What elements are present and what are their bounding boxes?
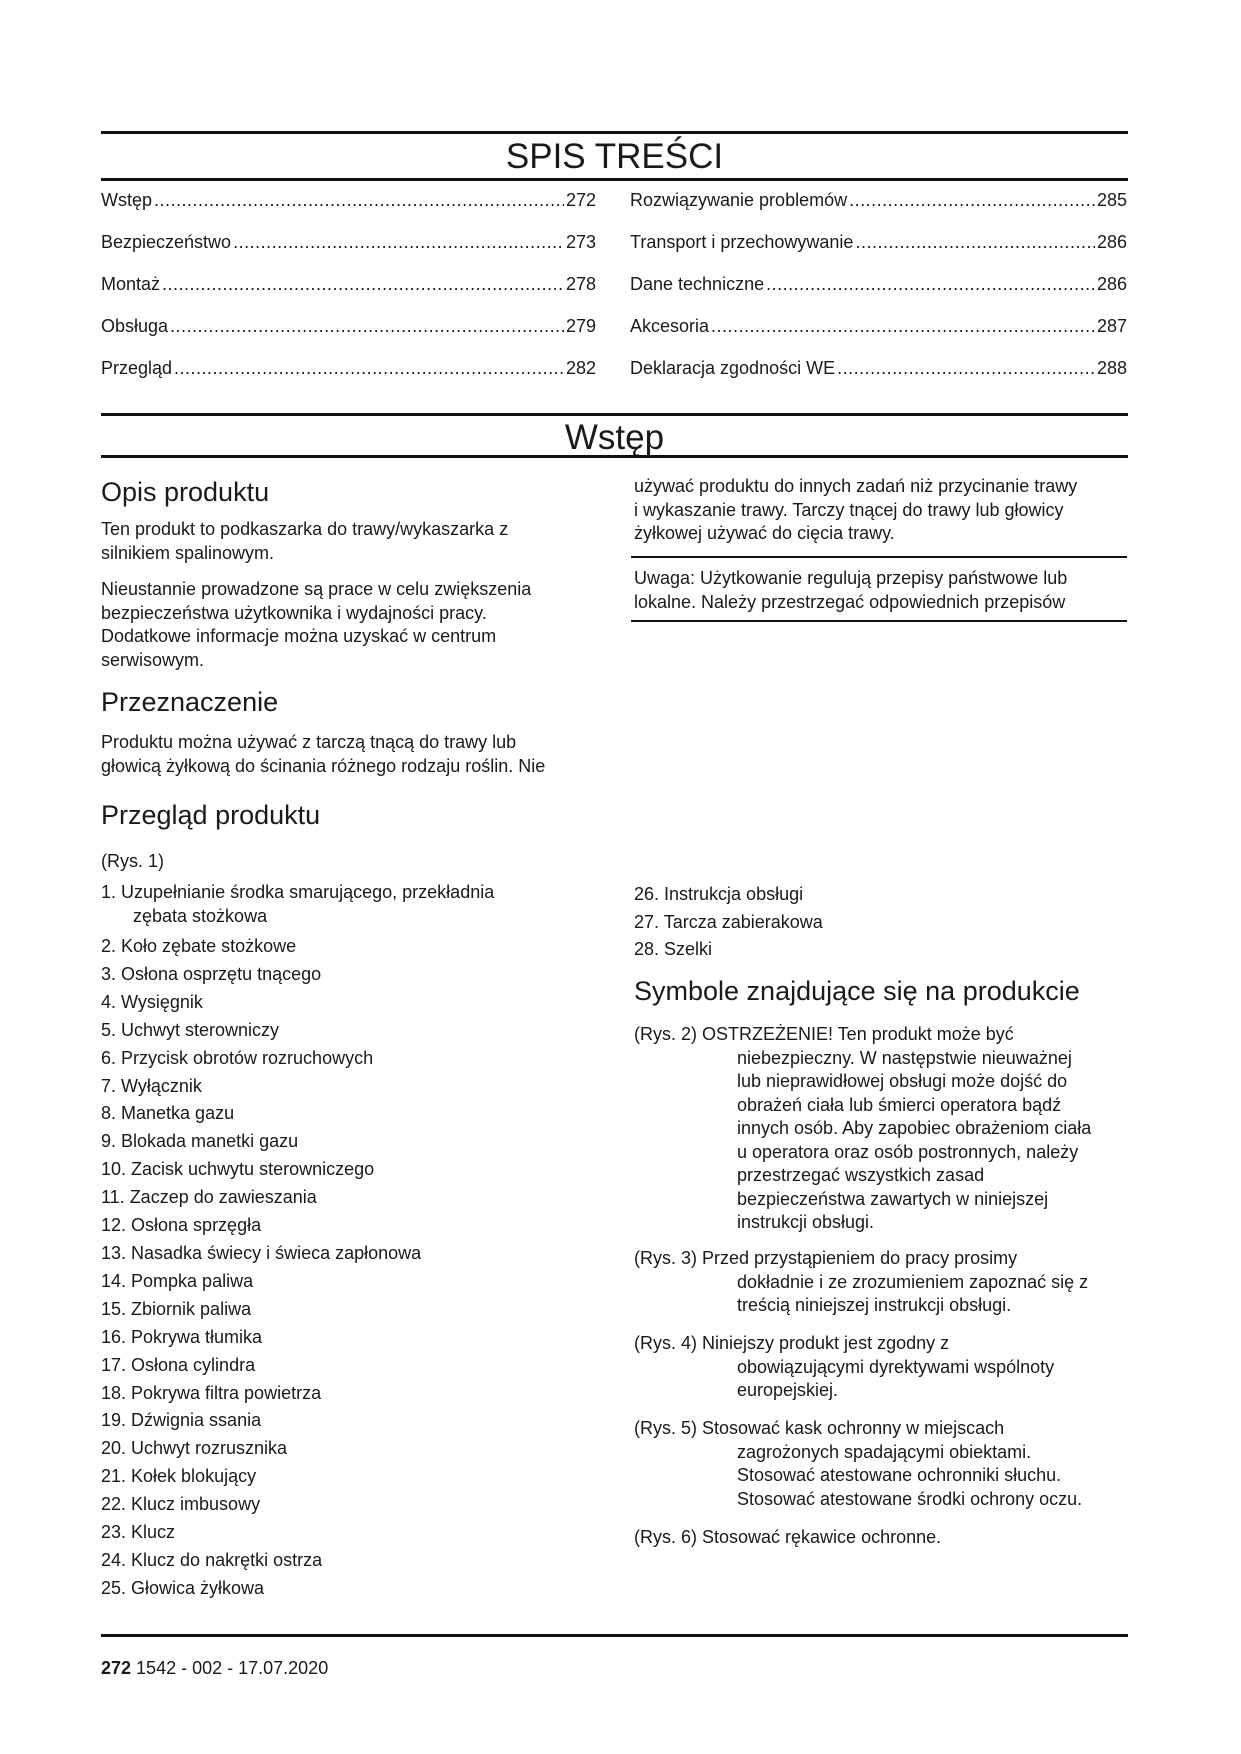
- list-item: 19. Dźwignia ssania: [101, 1410, 262, 1431]
- toc-top-rule: [101, 131, 1128, 134]
- product-description-text: Ten produkt to podkaszarka do trawy/wykaszarka z silnikiem spalinowym.: [101, 519, 509, 563]
- list-item: 11. Zaczep do zawieszania: [101, 1187, 317, 1208]
- list-item: 25. Głowica żyłkowa: [101, 1577, 265, 1598]
- list-item: 16. Pokrywa tłumika: [101, 1326, 263, 1347]
- overview-heading: Przegląd produktu: [101, 800, 321, 830]
- toc-entry[interactable]: Deklaracja zgodności WE ..... 288: [630, 358, 1127, 400]
- section-top-rule: [101, 413, 1128, 416]
- toc-entry[interactable]: Akcesoria ..... 287: [630, 316, 1127, 358]
- list-item: 6. Przycisk obrotów rozruchowych: [101, 1047, 374, 1068]
- note-top-rule: [631, 556, 1127, 558]
- list-item: 13. Nasadka świecy i świeca zapłonowa: [101, 1242, 422, 1263]
- note-label: Uwaga:: [634, 568, 696, 588]
- product-description-text-2: Nieustannie prowadzone są prace w celu zwiększenia bezpieczeństwa użytkownika i wydajności pracy. Dodatkowe informacje można uzyskać w centrum serwisowym.: [101, 579, 532, 670]
- list-item: 3. Osłona osprzętu tnącego: [101, 963, 322, 984]
- symbol-6-text: (Rys. 6) Stosować rękawice ochronne.: [634, 1527, 942, 1547]
- symbol-2-text: (Rys. 2) OSTRZEŻENIE! Ten produkt może być niebezpieczny. W następstwie nieuważnej lub nieprawidłowej obsługi może dojść do obrażeń ciała lub śmierci operatora bądź innych osób. Aby zapobiec obrażeniom ciała u operatora oraz osób postronnych, należy przestrzegać wszystkich zasad bezpieczeństwa zawartych w niniejszej instrukcji obsługi.: [634, 1024, 1092, 1232]
- intended-use-text-cont: używać produktu do innych zadań niż przycinanie trawy i wykaszanie trawy. Tarczy tnącej do trawy lub głowicy żyłkowej używać do cięcia trawy.: [634, 476, 1078, 543]
- toc-title: SPIS TREŚCI: [505, 137, 724, 176]
- toc-left-column: [101, 190, 596, 400]
- symbol-5-text: (Rys. 5) Stosować kask ochronny w miejscach zagrożonych spadającymi obiektami. Stosować atestowane ochronniki słuchu. Stosować atestowane środki ochrony oczu.: [634, 1418, 1083, 1509]
- list-item: 15. Zbiornik paliwa: [101, 1298, 252, 1319]
- list-item: 17. Osłona cylindra: [101, 1354, 256, 1375]
- page-number: 272: [101, 1658, 132, 1678]
- list-item: 18. Pokrywa filtra powietrza: [101, 1382, 322, 1403]
- section-title: Wstęp: [564, 418, 665, 457]
- toc-entry[interactable]: Bezpieczeństwo ..... 273: [101, 232, 596, 274]
- list-item: 2. Koło zębate stożkowe: [101, 936, 297, 956]
- list-item: 27. Tarcza zabierakowa: [634, 911, 823, 932]
- page-footer: [101, 1658, 328, 1679]
- section-bottom-rule: [101, 455, 1128, 458]
- overview-figure-ref: (Rys. 1): [101, 851, 164, 871]
- footer-rule: [101, 1634, 1128, 1637]
- list-item: 26. Instrukcja obsługi: [634, 884, 804, 904]
- list-item: 4. Wysięgnik: [101, 991, 203, 1012]
- intended-use-heading: Przeznaczenie: [101, 687, 279, 717]
- symbol-3-text: (Rys. 3) Przed przystąpieniem do pracy prosimy dokładnie i ze zrozumieniem zapoznać się z treścią niniejszej instrukcji obsługi.: [634, 1248, 1089, 1315]
- product-description-heading: Opis produktu: [101, 477, 270, 507]
- list-item: 10. Zacisk uchwytu sterowniczego: [101, 1159, 375, 1180]
- document-id: 1542 - 002 - 17.07.2020: [131, 1658, 329, 1678]
- toc-entry[interactable]: Przegląd ..... 282: [101, 358, 596, 400]
- list-item: 20. Uchwyt rozrusznika: [101, 1438, 288, 1459]
- note-text: Uwaga: Użytkowanie regulują przepisy państwowe lub lokalne. Należy przestrzegać odpowiednich przepisów: [634, 568, 1068, 612]
- overview-list-left: [101, 881, 621, 928]
- toc-entry[interactable]: Obsługa ..... 279: [101, 316, 596, 358]
- list-item: 21. Kołek blokujący: [101, 1466, 257, 1487]
- toc-entry[interactable]: Dane techniczne ..... 286: [630, 274, 1127, 316]
- list-item: 7. Wyłącznik: [101, 1075, 202, 1096]
- list-item: 8. Manetka gazu: [101, 1103, 235, 1124]
- list-item: 28. Szelki: [634, 939, 713, 959]
- overview-list-right: [634, 881, 1134, 964]
- symbol-4-text: (Rys. 4) Niniejszy produkt jest zgodny z obowiązującymi dyrektywami wspólnoty europejskiej.: [634, 1333, 1055, 1400]
- symbols-heading: Symbole znajdujące się na produkcie: [634, 976, 1080, 1006]
- list-item: 12. Osłona sprzęgła: [101, 1215, 262, 1236]
- toc-entry[interactable]: Wstęp ..... 272: [101, 190, 596, 232]
- list-item: 9. Blokada manetki gazu: [101, 1131, 299, 1152]
- list-item: 24. Klucz do nakrętki ostrza: [101, 1549, 323, 1570]
- list-item: 23. Klucz: [101, 1522, 176, 1543]
- intended-use-text: Produktu można używać z tarczą tnącą do trawy lub głowicą żyłkową do ścinania różnego rodzaju roślin. Nie: [101, 732, 546, 776]
- list-item: 14. Pompka paliwa: [101, 1270, 254, 1291]
- toc-bottom-rule: [101, 178, 1128, 181]
- overview-list-left-rest: [101, 933, 621, 1603]
- list-item: 5. Uchwyt sterowniczy: [101, 1019, 280, 1040]
- list-item: 1. Uzupełnianie środka smarującego, przekładnia zębata stożkowa: [101, 882, 495, 926]
- toc-entry[interactable]: Montaż ..... 278: [101, 274, 596, 316]
- toc-right-column: [630, 190, 1127, 400]
- note-bottom-rule: [631, 620, 1127, 622]
- toc-entry[interactable]: Transport i przechowywanie ..... 286: [630, 232, 1127, 274]
- toc-entry[interactable]: Rozwiązywanie problemów ..... 285: [630, 190, 1127, 232]
- list-item: 22. Klucz imbusowy: [101, 1494, 261, 1515]
